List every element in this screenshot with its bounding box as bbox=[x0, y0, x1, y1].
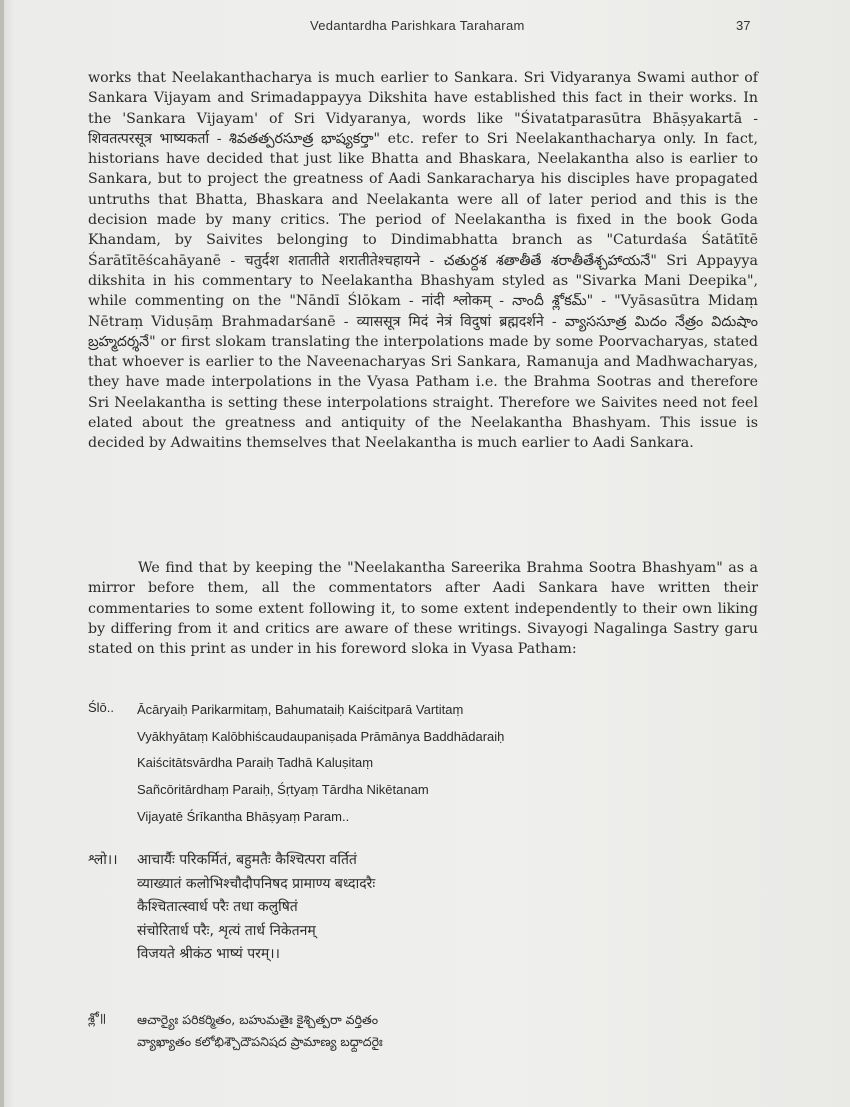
sloka-line: विजयते श्रीकंठ भाष्यं परम्।। bbox=[137, 946, 280, 962]
sloka-marker: श्लो।। bbox=[88, 852, 118, 868]
sloka-line: कैश्चितात्स्वार्ध परैः तधा कलुषितं bbox=[137, 899, 298, 915]
sloka-line: ఆచార్యైః పరికర్మితం, బహుమతైః కైశ్చిత్పరా వర్తితం bbox=[137, 1012, 379, 1027]
sloka-line: संचोरितार्ध परैः, शृत्यं तार्ध निकेतनम् bbox=[137, 922, 316, 939]
sloka-line: Kaiścitātsvārdha Paraiḥ Tadhā Kaluṣitaṃ bbox=[137, 755, 374, 771]
page-edge bbox=[0, 0, 4, 1107]
book-title: Vedantardha Parishkara Taraharam bbox=[310, 18, 525, 33]
sloka-line: आचार्यैः परिकर्मितं, बहुमतैः कैश्चित्परा वर्तितं bbox=[137, 852, 357, 868]
sloka-line: Vyākhyātaṃ Kalōbhiścaudaupaniṣada Prāmānya Baddhādaraiḥ bbox=[137, 728, 505, 744]
body-paragraph-1: works that Neelakanthacharya is much earlier to Sankara. Sri Vidyaranya Swami author of Sankara Vijayam and Srimadappayya Dikshita have established this fact in their works. In the 'Sankara Vijayam' of Sri Vidyaranya, words like "Śivatatparasūtra Bhāṣyakartā - शिवतत्परसूत्र भाष्यकर्ता - శివతత్పరసూత్ర భాష్యకర్తా" etc. refer to Sri Neelakanthacharya only. In fact, historians have decided that just like Bhatta and Bhaskara, Neelakantha also is earlier to Sankara, but to project the greatness of Aadi Sankaracharya his disciples have propagated untruths that Bhatta, Bhaskara and Neelakanta were all of later period and this is the decision made by many critics. The period of Neelakantha is fixed in the book Goda Khandam, by Saivites belonging to Dindimabhatta branch as "Caturdaśa Śatātītē Śarātītēścahāyanē - चतुर्दश शतातीते शरातीतेश्चहायने - చతుర్దశ శతాతీతే శరాతీతేశ్చహాయనే" Sri Appayya dikshita in his commentary to Neelakantha Bhashyam styled as "Sivarka Mani Deepika", while commenting on the "Nāndī Ślōkam - नांदी श्लोकम् - నాందీ శ్లోకమ్" - "Vyāsasūtra Midaṃ Nētraṃ Viduṣāṃ Brahmadarśanē - व्याससूत्र मिदं नेत्रं विदुषां ब्रह्मदर्शने - వ్యాససూత్ర మిదం నేత్రం విదుషాం బ్రహ్మదర్శనే" or first slokam translating the interpolations made by some Poorvacharyas, stated that whoever is earlier to the Naveenacharyas Sri Sankara, Ramanuja and Madhwacharyas, they have made interpolations in the Vyasa Patham i.e. the Brahma Sootras and therefore Sri Neelakantha is setting these interpolations straight. Therefore we Saivites need not feel elated about the greatness and antiquity of the Neelakantha Bhashyam. This issue is decided by Adwaitins themselves that Neelakantha is much earlier to Aadi Sankara. bbox=[88, 70, 758, 452]
sloka-marker: Ślō.. bbox=[88, 700, 115, 715]
sloka-line: Vijayatē Śrīkantha Bhāṣyaṃ Param.. bbox=[137, 808, 350, 824]
sloka-line: వ్యాఖ్యాతం కలోభిశ్చౌదౌపనిషద ప్రామాణ్య బధ్దాదరైః bbox=[137, 1034, 383, 1049]
sloka-marker: శ్లో॥ bbox=[88, 1010, 107, 1025]
running-header bbox=[0, 18, 850, 38]
page-number: 37 bbox=[736, 18, 751, 33]
sloka-line: Ācāryaiḥ Parikarmitaṃ, Bahumataiḥ Kaiścitparā Vartitaṃ bbox=[137, 702, 464, 717]
sloka-line: Sañcōritārdhaṃ Paraiḥ, Śṛtyaṃ Tārdha Nikētanam bbox=[137, 782, 429, 798]
sloka-line: व्याख्यातं कलोभिश्चौदौपनिषद प्रामाण्य बध्दादरैः bbox=[137, 875, 376, 892]
body-paragraph-2: We find that by keeping the "Neelakantha Sareerika Brahma Sootra Bhashyam" as a mirror before them, all the commentators after Aadi Sankara have written their commentaries to some extent following it, to some extent independently to their own liking by differing from it and critics are aware of these writings. Sivayogi Nagalinga Sastry garu stated on this print as under in his foreword sloka in Vyasa Patham: bbox=[88, 560, 758, 658]
